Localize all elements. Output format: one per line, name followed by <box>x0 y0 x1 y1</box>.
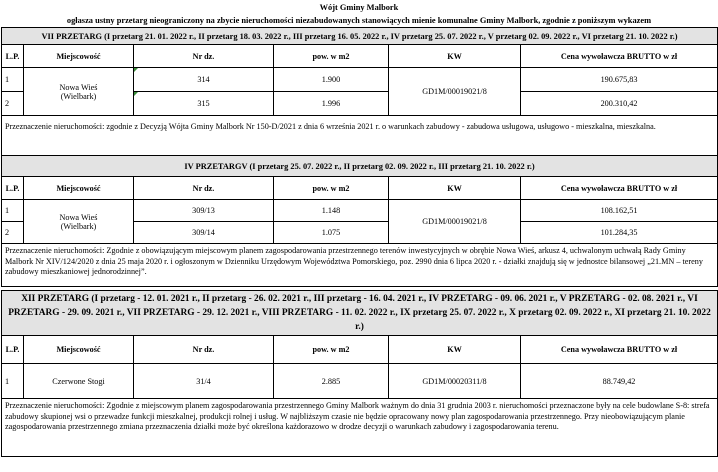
kw-cell: GD1M/00020311/8 <box>389 364 521 399</box>
col-kw: KW <box>389 45 521 68</box>
table-row <box>2 200 718 222</box>
plot-number-cell: 309/13 <box>134 200 274 222</box>
col-kw: KW <box>389 336 521 364</box>
price-cell: 200.310,42 <box>521 92 718 116</box>
plot-number-cell: 309/14 <box>134 222 274 244</box>
lp-cell: 1 <box>2 68 24 92</box>
lp-cell: 1 <box>2 200 24 222</box>
page-title: Wójt Gminy Malbork <box>319 3 399 12</box>
place-district: (Wielbark) <box>60 221 97 231</box>
col-pow: pow. w m2 <box>274 336 389 364</box>
col-miejscowosc: Miejscowość <box>24 177 134 200</box>
kw-cell: GD1M/00019021/8 <box>389 200 521 244</box>
lp-cell: 1 <box>2 364 24 399</box>
section3-band-row <box>2 291 718 336</box>
section1-note: Przeznaczenie nieruchomości: zgodnie z Decyzją Wójta Gminy Malbork Nr 150-D/2021 z dnia 6 września 2021 r. o warunkach zabudowy - zabudowa usługowa, usługowo - mieszkalna, mieszkalna. <box>2 116 718 156</box>
section2-band-row <box>2 156 718 177</box>
area-cell: 1.075 <box>274 222 389 244</box>
col-nr: Nr dz. <box>134 336 274 364</box>
col-cena: Cena wywoławcza BRUTTO w zł <box>521 45 718 68</box>
price-cell: 101.284,35 <box>521 222 718 244</box>
col-lp: L.P. <box>2 177 24 200</box>
section1-band-row <box>2 28 718 45</box>
place-cell: Czerwone Stogi <box>24 364 134 399</box>
auction-table <box>1 27 718 457</box>
kw-cell: GD1M/00019021/8 <box>389 68 521 116</box>
place-cell <box>24 68 134 116</box>
section3-note-row <box>2 399 718 457</box>
section1-band: VII PRZETARG (I przetarg 21. 01. 2022 r., II przetarg 18. 03. 2022 r., III przetarg 16. 05. 2022 r., IV przetarg 25. 07. 2022 r., V przetarg 02. 09. 2022 r., VI przetarg 21. 10. 2022 r.) <box>2 28 718 45</box>
place-district: (Wielbark) <box>60 91 97 101</box>
col-cena: Cena wywoławcza BRUTTO w zł <box>521 177 718 200</box>
col-lp: L.P. <box>2 336 24 364</box>
price-cell: 88.749,42 <box>521 364 718 399</box>
area-cell: 2.885 <box>274 364 389 399</box>
plot-number-cell: 314 <box>134 68 274 92</box>
col-cena: Cena wywoławcza BRUTTO w zł <box>521 336 718 364</box>
section1-column-headers <box>2 45 718 68</box>
section2-note-row <box>2 244 718 287</box>
col-miejscowosc: Miejscowość <box>24 336 134 364</box>
col-pow: pow. w m2 <box>274 177 389 200</box>
announcement-page <box>1 0 717 457</box>
col-pow: pow. w m2 <box>274 45 389 68</box>
place-cell <box>24 200 134 244</box>
table-row <box>2 364 718 399</box>
area-cell: 1.148 <box>274 200 389 222</box>
col-nr: Nr dz. <box>134 45 274 68</box>
lp-cell: 2 <box>2 92 24 116</box>
area-cell: 1.996 <box>274 92 389 116</box>
col-kw: KW <box>389 177 521 200</box>
price-cell: 190.675,83 <box>521 68 718 92</box>
section3-note: Przeznaczenie nieruchomości: Zgodnie z miejscowym planem zagospodarowania przestrzennego Gminy Malbork ważnym do dnia 31 grudnia 2003 r. nieruchomości przeznaczone były na cele budowlane S-8: strefa zabudowy skupionej wsi o przewadze funkcji mieszkalnej, produkcji rolnej i usług. W najbliższym czasie nie będzie opracowany nowy plan zagospodarowania przestrzennego. Przy nieobowiązującym planie zagospodarowania przestrzennego zmiana przeznaczenia działki może być określona każdorazowo w drodze decyzji o warunkach zabudowy i zagospodarowania terenu. <box>2 399 718 457</box>
section1-note-row <box>2 116 718 156</box>
section2-column-headers <box>2 177 718 200</box>
place-name: Nowa Wieś <box>59 82 98 92</box>
plot-number-cell: 31/4 <box>134 364 274 399</box>
col-nr: Nr dz. <box>134 177 274 200</box>
section2-band: IV PRZETARGV (I przetarg 25. 07. 2022 r., II przetarg 02. 09. 2022 r., III przetarg 21. 10. 2022 r.) <box>2 156 718 177</box>
area-cell: 1.900 <box>274 68 389 92</box>
col-miejscowosc: Miejscowość <box>24 45 134 68</box>
section3-column-headers <box>2 336 718 364</box>
plot-number-cell: 315 <box>134 92 274 116</box>
section3-band: XII PRZETARG (I przetarg - 12. 01. 2021 r., II przetarg - 26. 02. 2021 r., III przetarg - 16. 04. 2021 r., IV PRZETARG - 09. 06. 2021 r., V PRZETARG - 02. 08. 2021 r., VI PRZETARG - 29. 09. 2021 r., VII PRZETARG - 29. 12. 2021 r., VIII PRZETARG - 11. 02. 2022 r., IX przetarg 25. 07. 2022 r., X przetarg 02. 09. 2022 r., XI przetarg 21. 10. 2022 r.) <box>2 291 718 336</box>
section2-note: Przeznaczenie nieruchomości: Zgodnie z obowiązującym miejscowym planem zagospodarowania przestrzennego terenów inwestycyjnych w obrębie Nowa Wieś, arkusz 4, uchwalonym uchwałą Rady Gminy Malbork Nr XIV/124/2020 z dnia 25 maja 2020 r. i ogłoszonym w Dzienniku Urzędowym Województwa Pomorskiego, poz. 2990 dnia 6 lipca 2020 r. - działki znajdują się w jednostce bilansowej „21.MN – tereny zabudowy mieszkaniowej jednorodzinnej”. <box>2 244 718 287</box>
page-subtitle: ogłasza ustny przetarg nieograniczony na zbycie nieruchomości niezabudowanych stanowiących mienie komunalne Gminy Malbork, zgodnie z poniższym wykazem <box>66 16 652 25</box>
price-cell: 108.162,51 <box>521 200 718 222</box>
place-name: Nowa Wieś <box>59 212 98 222</box>
table-row <box>2 68 718 92</box>
lp-cell: 2 <box>2 222 24 244</box>
col-lp: L.P. <box>2 45 24 68</box>
